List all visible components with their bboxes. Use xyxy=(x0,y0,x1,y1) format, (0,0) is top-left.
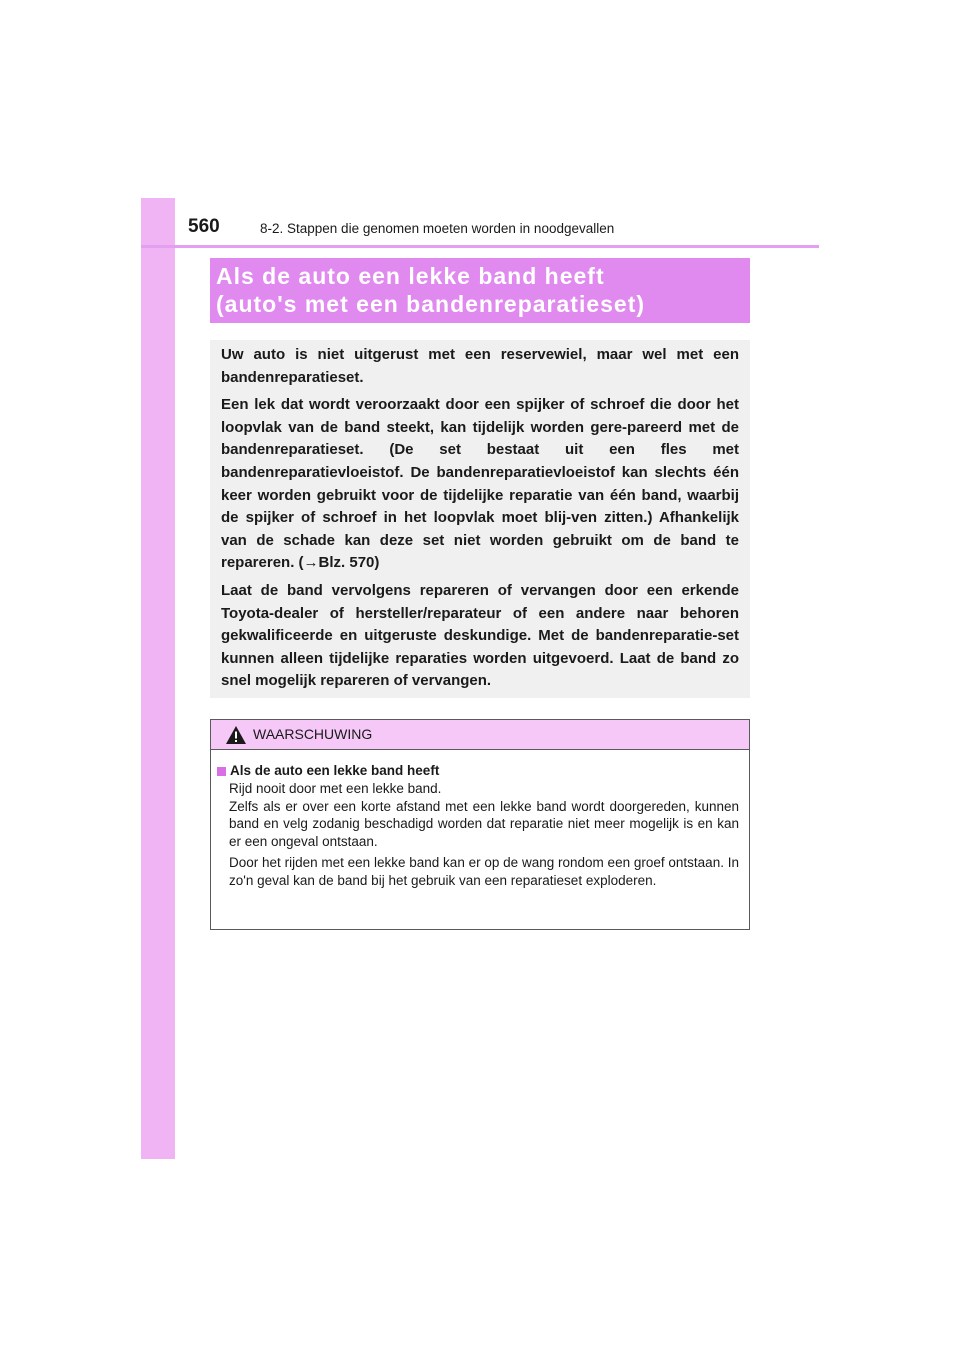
page-title-line-2: (auto's met een bandenreparatieset) xyxy=(216,291,646,317)
warning-paragraph: Door het rijden met een lekke band kan er op de wang rondom een groef ontstaan. In zo'n geval kan de band bij het gebruik van een reparatieset exploderen. xyxy=(229,855,739,888)
warning-header xyxy=(211,720,749,750)
intro-paragraph: Uw auto is niet uitgerust met een reservewiel, maar wel met een bandenreparatieset. xyxy=(221,346,739,386)
side-tab-strip xyxy=(141,198,175,1159)
page-number: 560 xyxy=(188,216,220,237)
square-bullet-icon xyxy=(217,767,226,776)
intro-paragraph: Een lek dat wordt veroorzaakt door een spijker of schroef die door het loopvlak van de band steekt, kan tijdelijk worden gere-pareerd met de bandenreparatieset. (De set bestaat uit een fles met bandenreparatievloeistof. De bandenreparatievloeistof kan slechts één keer worden gebruikt voor de tijdelijke reparatie van één band, waarbij de spijker of schroef in het loopvlak moet blij-ven zitten.) Afhankelijk van de schade kan deze set niet worden gebruikt om de band te repareren. (→Blz. 570) xyxy=(221,396,739,572)
warning-text-line: Zelfs als er over een korte afstand met een lekke band wordt doorgereden, kunnen band en velg zodanig beschadigd worden dat reparatie niet meer mogelijk is en kan er een ongeval ontstaan. xyxy=(229,798,739,849)
page-title-line-1: Als de auto een lekke band heeft xyxy=(216,263,605,289)
warning-subheading xyxy=(217,762,739,780)
warning-triangle-icon xyxy=(225,725,247,745)
title-banner xyxy=(210,258,750,323)
warning-text-line: Rijd nooit door met een lekke band. xyxy=(229,781,442,796)
warning-paragraph xyxy=(229,780,739,850)
header-rule xyxy=(141,245,819,248)
warning-subheading-text: Als de auto een lekke band heeft xyxy=(230,763,440,778)
warning-box xyxy=(210,719,750,930)
intro-box xyxy=(210,340,750,698)
warning-title: WAARSCHUWING xyxy=(253,726,373,742)
intro-paragraph: Laat de band vervolgens repareren of vervangen door een erkende Toyota-dealer of hersteller/reparateur of een andere naar behoren gekwalificeerde en uitgeruste deskundige. Met de bandenreparatie-set kunnen alleen tijdelijke reparaties worden uitgevoerd. Laat de band zo snel mogelijk repareren of vervangen. xyxy=(221,581,739,690)
warning-body xyxy=(211,750,749,890)
section-label: 8-2. Stappen die genomen moeten worden in noodgevallen xyxy=(260,221,615,236)
